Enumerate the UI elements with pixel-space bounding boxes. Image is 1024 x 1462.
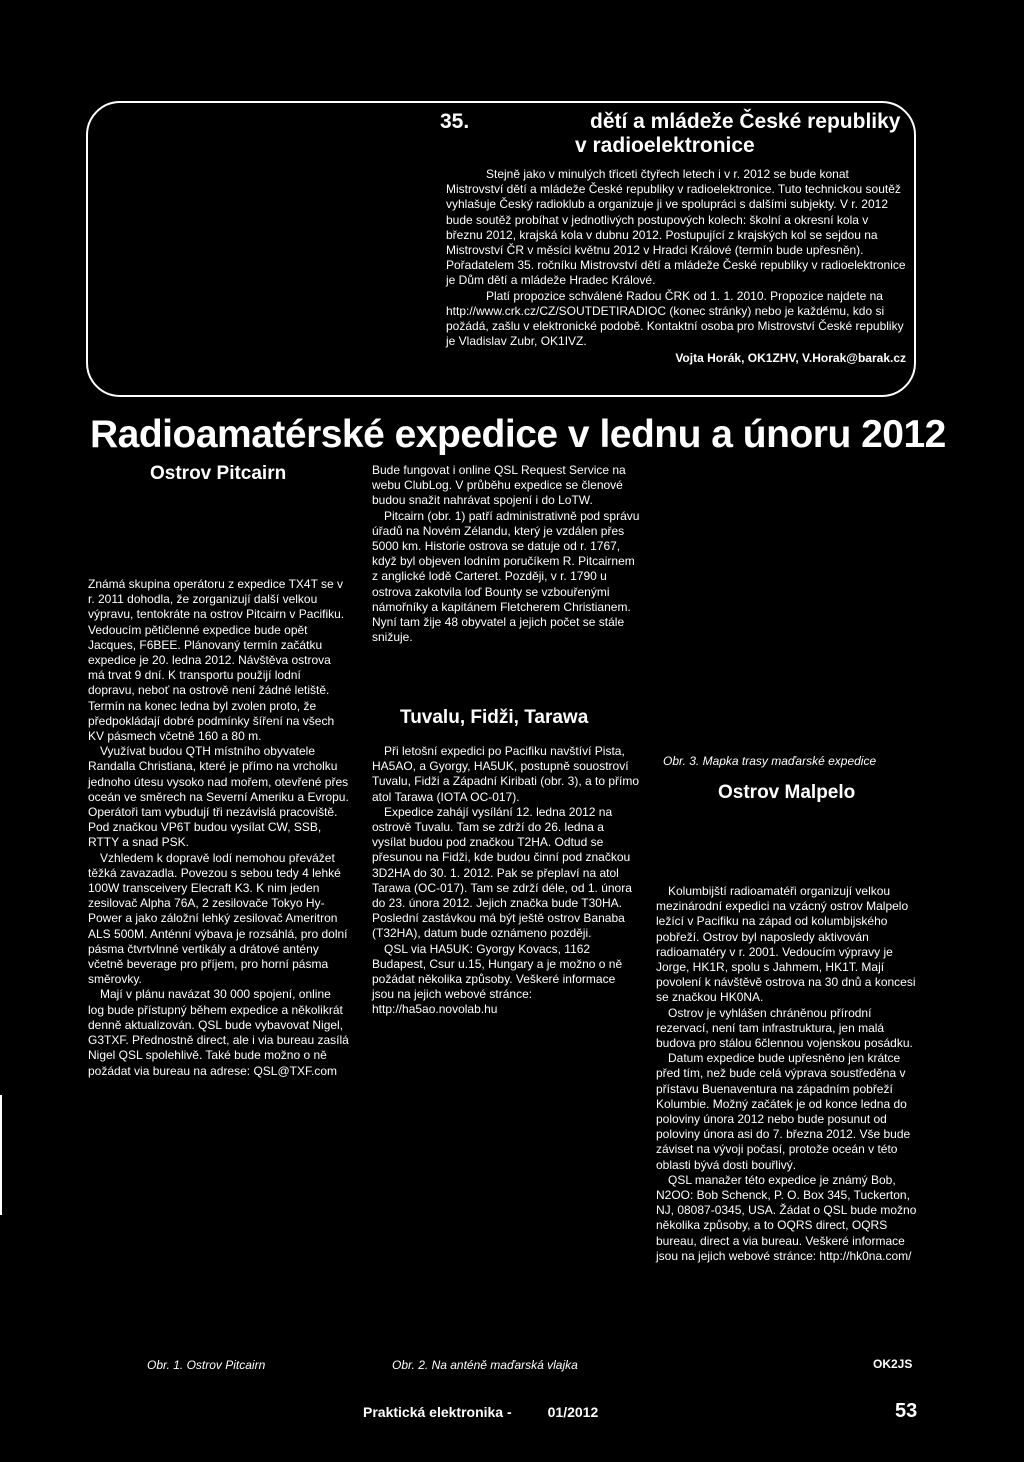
paragraph: Bude fungovat i online QSL Request Service na webu ClubLog. V průběhu expedice se členové budou snažit nahrávat spojení i do LoTW.: [372, 463, 626, 508]
caption-figure-2: Obr. 2. Na anténě maďarská vlajka: [392, 1358, 578, 1372]
paragraph: Vzhledem k dopravě lodí nemohou převážet těžká zavazadla. Povezou s sebou tedy 4 lehké 100W transceivery Elecraft K3. K nim jeden zesilovač Alpha 76A, 2 zesilovače Tokyo Hy-Power a jako záložní lehký zesilovač Ameritron ALS 500M. Anténní výbava je rozsáhlá, pro dolní pásma čtvrtvlnné vertikály a drátové antény včetně beverage pro příjem, pro horní pásma směrovky.: [88, 850, 348, 987]
paragraph: Mají v plánu navázat 30 000 spojení, online log bude přístupný během expedice a několikrát denně aktualizován. QSL bude vybavovat Nigel, G3TXF. Přednostně direct, ale i via bureau zasílá Nigel QSL spolehlivě. Také bude možno o ně požádat via bureau na adrese: QSL@TXF.com: [88, 987, 349, 1078]
photo-pitcairn: [88, 490, 350, 572]
column-pitcairn-continued: [372, 463, 640, 645]
paragraph: Datum expedice bude upřesněno jen krátce před tím, než bude celá výprava soustředěna v přístavu Buenaventura na západním pobřeží Kolumbie. Možný začátek je od konce ledna do poloviny února 2012 nebo bude posunut od poloviny února asi do 7. března 2012. Vše bude záviset na vývoji počasí, protože oceán v této oblasti bývá dosti bouřlivý.: [656, 1051, 911, 1172]
column-tuvalu: [372, 744, 640, 1018]
paragraph: Při letošní expedici po Pacifiku navštíví Pista, HA5AO, a Gyorgy, HA5UK, postupně souostroví Tuvalu, Fidži a Západní Kiribati (obr. 3), a to přímo atol Tarawa (IOTA OC-017).: [372, 744, 640, 804]
paragraph: Expedice zahájí vysílání 12. ledna 2012 na ostrově Tuvalu. Tam se zdrží do 26. ledna a vysílat budou pod značkou T2HA. Odtud se přesunou na Fidži, kde budou činní pod značkou 3D2HA do 30. 1. 2012. Pak se přeplaví na atol Tarawa (OC-017). Tam se zdrží déle, od 1. února do 23. února 2012. Jejich značka bude T30HA. Poslední zastávkou má být ještě ostrov Banaba (T32HA), datum bude oznámeno později.: [372, 804, 632, 941]
column-malpelo: [656, 884, 924, 1264]
section-heading-pitcairn: Ostrov Pitcairn: [150, 463, 287, 484]
header-box-title-line2: v radioelektronice: [575, 134, 755, 157]
header-box-paragraph: Stejně jako v minulých třiceti čtyřech letech i v r. 2012 se bude konat Mistrovství dětí a mládeže České republiky v radioelektronice. Tuto technickou soutěž vyhlašuje Český radioklub a organizuje ji ve spolupráci s dalšími subjekty. V r. 2012 bude soutěž probíhat v jednotlivých postupových kolech: školní a okresní kola v březnu 2012, krajská kola v dubnu 2012. Postupující z krajských kol se sejdou na Mistrovství ČR v měsíci květnu 2012 v Hradci Králové (termín bude upřesněn). Pořadatelem 35. ročníku Mistrovství dětí a mládeže České republiky v radioelektronice je Dům dětí a mládeže Hradec Králové.: [446, 167, 906, 288]
issue-number: 01/2012: [547, 1404, 599, 1420]
magazine-name: Praktická elektronika -: [363, 1404, 512, 1420]
page-edge-mark: [0, 1095, 2, 1215]
section-heading-malpelo: Ostrov Malpelo: [718, 782, 856, 803]
paragraph: Ostrov je vyhlášen chráněnou přírodní rezervací, není tam infrastruktura, jen malá budova pro stálou 6člennou vojenskou posádku.: [656, 1005, 913, 1051]
paragraph: Využívat budou QTH místního obyvatele Randalla Christiana, které je přímo na vrcholku jednoho útesu vysoko nad mořem, otevřené přes oceán ve směrech na Severní Ameriku a Evropu. Operátoři tam vybudují tři nezávislá pracoviště. Pod značkou VP6T budou vysílat CW, SSB, RTTY a snad PSK.: [88, 744, 349, 850]
header-box-number: 35.: [440, 110, 470, 133]
author-signature: OK2JS: [873, 1357, 913, 1371]
header-box-title-line1: dětí a mládeže České republiky: [590, 110, 901, 133]
photo-antenna-flag: [372, 690, 640, 700]
column-pitcairn: [88, 577, 350, 1079]
page-number: 53: [895, 1400, 918, 1422]
paragraph: Známá skupina operátoru z expedice TX4T se v r. 2011 dohodla, že zorganizují další velkou výpravu, tentokráte na ostrov Pitcairn v Pacifiku. Vedoucím pětičlenné expedice bude opět Jacques, F6BEE. Plánovaný termín začátku expedice je 20. ledna 2012. Návštěva ostrova má trvat 9 dní. K transportu použijí lodní dopravu, neboť na ostrově není žádné letiště. Termín na konec ledna byl zvolen proto, že předpokládají dobré podmínky šíření na všech KV pásmech včetně 160 a 80 m.: [88, 577, 345, 744]
page-footer: [363, 1404, 598, 1420]
paragraph: QSL manažer této expedice je známý Bob, N2OO: Bob Schenck, P. O. Box 345, Tuckerton, NJ, 08087-0345, USA. Žádat o QSL bude možno několika způsoby, a to OQRS direct, OQRS bureau, direct a via bureau. Veškeré informace jsou na jejich webové stránce: http://hk0na.com/: [656, 1172, 917, 1263]
header-box-signature: Vojta Horák, OK1ZHV, V.Horak@barak.cz: [675, 351, 906, 366]
paragraph: QSL via HA5UK: Gyorgy Kovacs, 1162 Budapest, Csur u.15, Hungary a je možno o ně požádat několika způsoby. Veškeré informace jsou na jejich webové stránce: http://ha5ao.novolab.hu: [372, 941, 623, 1017]
caption-figure-1: Obr. 1. Ostrov Pitcairn: [147, 1358, 266, 1372]
paragraph: Pitcairn (obr. 1) patří administrativně pod správu úřadů na Novém Zélandu, který je vzdálen přes 5000 km. Historie ostrova se datuje od r. 1767, když byl objeven lodním poručíkem R. Pitcairnem z anglické lodě Carteret. Později, v r. 1790 u ostrova zakotvila loď Bounty se vzbouřenými námořníky a kapitánem Fletcherem Christianem. Nyní tam žije 48 obyvatel a jejich počet se stále snižuje.: [372, 508, 640, 645]
paragraph: Kolumbijští radioamatéři organizují velkou mezinárodní expedici na vzácný ostrov Malpelo ležící v Pacifiku na západ od kolumbijského pobřeží. Ostrov byl naposledy aktivován radioamatéry v r. 2001. Vedoucím výpravy je Jorge, HK1R, spolu s Jahmem, HK1T. Mají povolení k návštěvě ostrova na 30 dnů a koncesi se značkou HK0NA.: [656, 884, 916, 1005]
map-hungarian-expedition: [656, 464, 924, 734]
section-heading-tuvalu: Tuvalu, Fidži, Tarawa: [400, 707, 589, 728]
header-box-title: [440, 110, 920, 158]
article-title: Radioamatérské expedice v lednu a únoru 2012: [90, 413, 946, 456]
header-box-paragraph: Platí propozice schválené Radou ČRK od 1. 1. 2010. Propozice najdete na http://www.crk.cz/CZ/SOUTDETIRADIOC (konec stránky) nebo je každému, kdo si požádá, zašlu v elektronické podobě. Kontaktní osoba pro Mistrovství České republiky je Vladislav Zubr, OK1IVZ.: [446, 288, 904, 349]
header-box-body: [446, 167, 906, 367]
caption-figure-3: Obr. 3. Mapka trasy maďarské expedice: [663, 754, 877, 768]
